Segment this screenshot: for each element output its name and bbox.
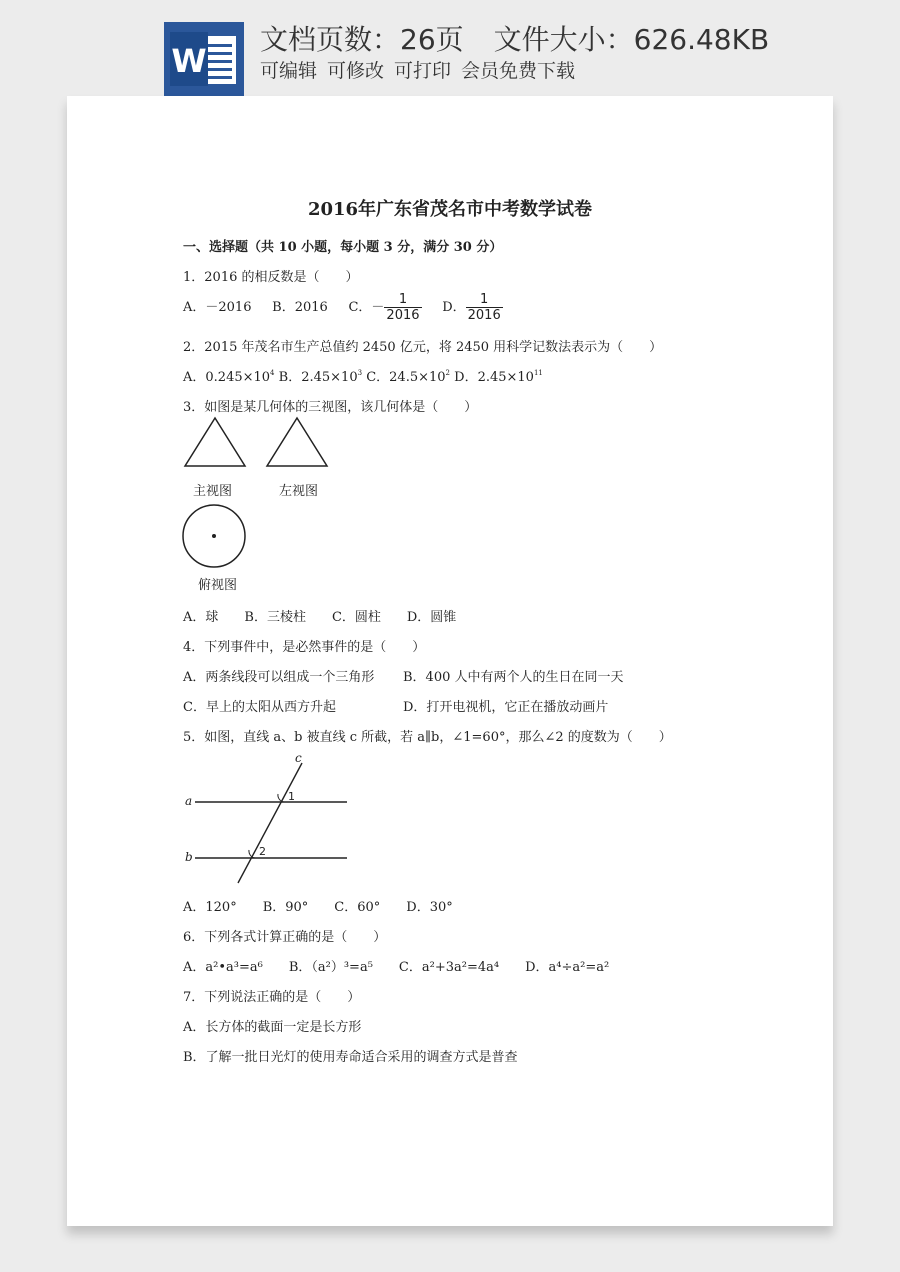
angle-2-label: 2	[259, 845, 266, 858]
top-view-center-dot	[212, 534, 216, 538]
feature-modifiable: 可修改	[327, 60, 385, 82]
q4-option-d: D．打开电视机，它正在播放动画片	[403, 700, 609, 715]
question-1-stem: 1．2016 的相反数是（ ）	[183, 270, 359, 285]
label-a: a	[185, 794, 193, 808]
question-5-stem: 5．如图，直线 a、b 被直线 c 所截，若 a∥b，∠1=60°，那么∠2 的度数为（ ）	[183, 730, 672, 745]
transversal-c	[238, 763, 302, 883]
angle-1-label: 1	[288, 790, 295, 803]
question-4-stem: 4．下列事件中，是必然事件的是（ ）	[183, 640, 426, 655]
page-count: 文档页数：26页	[260, 23, 464, 56]
question-2-options	[183, 366, 543, 385]
three-view-triangles	[179, 414, 349, 484]
question-6-options: A．a²•a³=a⁶ B．（a²）³=a⁵ C．a²+3a²=4a⁴ D．a⁴÷a²=a²	[183, 960, 610, 975]
feature-editable: 可编辑	[260, 60, 318, 82]
q4-option-a: A．两条线段可以组成一个三角形	[183, 670, 375, 685]
q7-option-b: B．了解一批日光灯的使用寿命适合采用的调查方式是普查	[183, 1050, 518, 1065]
question-3-stem: 3．如图是某几何体的三视图，该几何体是（ ）	[183, 400, 478, 415]
top-view-figure	[179, 502, 249, 572]
download-header	[0, 0, 900, 100]
parallel-lines-figure	[177, 750, 367, 888]
question-6-stem: 6．下列各式计算正确的是（ ）	[183, 930, 387, 945]
word-icon-letter: W	[171, 42, 207, 80]
question-1-options	[183, 292, 503, 323]
q2-option-b: B．$2.45\times 10^3$	[278, 369, 363, 385]
top-view-label: 俯视图	[198, 578, 238, 593]
exam-title: 2016年广东省茂名市中考数学试卷	[307, 199, 593, 220]
q2-option-d: D．$2.45\times 10^{11}$	[454, 369, 543, 385]
q1-option-a: A．－2016	[183, 300, 252, 315]
question-7-stem: 7．下列说法正确的是（ ）	[183, 990, 361, 1005]
q1-option-d: D． $\frac{1}{2016}$	[442, 292, 501, 323]
side-view-triangle	[267, 418, 327, 466]
word-document-icon	[164, 22, 244, 96]
q7-option-a: A．长方体的截面一定是长方形	[183, 1020, 362, 1035]
file-size: 文件大小：626.48KB	[493, 23, 770, 56]
label-c: c	[295, 751, 302, 765]
question-5-options: A．120° B．90° C．60° D．30°	[183, 900, 453, 915]
q1-d-fraction: $\frac{1}{2016}$	[467, 292, 501, 323]
q1-option-c: C．－ $\frac{1}{2016}$	[348, 292, 420, 323]
q2-option-a: A．$0.245\times 10^4$	[183, 369, 275, 385]
file-info	[260, 18, 769, 58]
q1-c-fraction: $\frac{1}{2016}$	[386, 292, 420, 323]
section-heading: 一、选择题（共 10 小题，每小题 3 分，满分 30 分）	[183, 240, 503, 255]
feature-free-download: 会员免费下载	[461, 60, 576, 82]
document-page	[67, 96, 833, 1226]
question-3-options: A．球 B．三棱柱 C．圆柱 D．圆锥	[183, 610, 457, 625]
label-b: b	[185, 850, 193, 864]
q1-option-b: B．2016	[272, 300, 328, 315]
question-2-stem: 2．2015 年茂名市生产总值约 2450 亿元，将 2450 用科学记数法表示为（ ）	[183, 340, 663, 355]
q2-option-c: C．$24.5\times 10^2$	[366, 369, 450, 385]
q4-option-c: C．早上的太阳从西方升起	[183, 700, 336, 715]
feature-printable: 可打印	[394, 60, 452, 82]
front-view-label: 主视图	[193, 484, 233, 499]
feature-list	[260, 56, 585, 83]
q4-option-b: B．400 人中有两个人的生日在同一天	[403, 670, 624, 685]
front-view-triangle	[185, 418, 245, 466]
side-view-label: 左视图	[279, 484, 319, 499]
